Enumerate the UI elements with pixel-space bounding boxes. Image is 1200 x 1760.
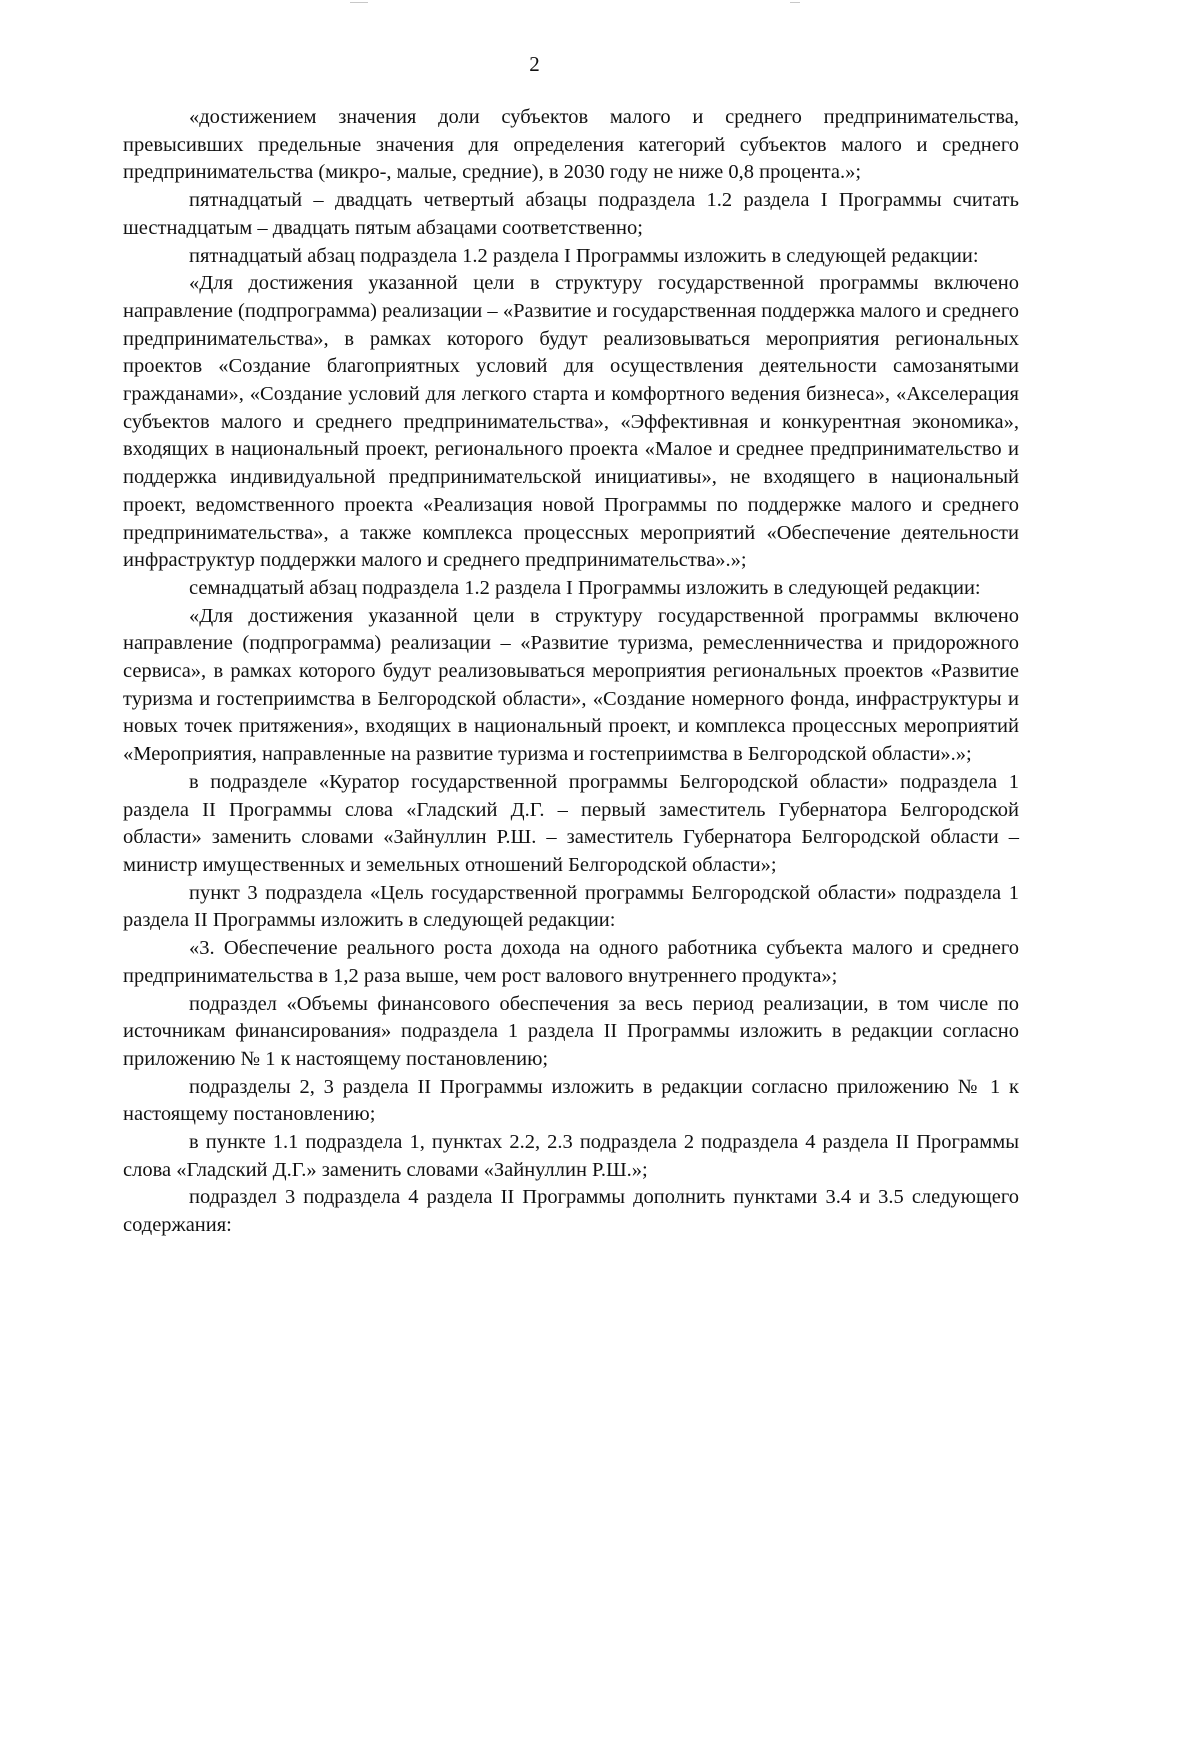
paragraph: подразделы 2, 3 раздела II Программы изложить в редакции согласно приложению № 1 к настоящему постановлению; [123, 1075, 1019, 1126]
paragraph: «Для достижения указанной цели в структуру государственной программы включено направление (подпрограмма) реализации – «Развитие туризма, ремесленничества и придорожного сервиса», в рамках которого будут реализовываться мероприятия региональных проектов «Развитие туризма и гостеприимства в Белгородской области», «Создание номерного фонда, инфраструктуры и новых точек притяжения», входящих в национальный проект, и комплекса процессных мероприятий «Мероприятия, направленные на развитие туризма и гостеприимства в Белгородской области».»; [123, 604, 1019, 766]
paragraph: «достижением значения доли субъектов малого и среднего предпринимательства, превысивших предельные значения для определения категорий субъектов малого и среднего предпринимательства (микро-, малые, средние), в 2030 году не ниже 0,8 процента.»; [123, 106, 1019, 184]
document-body [123, 104, 1019, 1240]
paragraph: «3. Обеспечение реального роста дохода на одного работника субъекта малого и среднего предпринимательства в 1,2 раза выше, чем рост валового внутреннего продукта»; [123, 937, 1019, 987]
paragraph: в пункте 1.1 подраздела 1, пунктах 2.2, 2.3 подраздела 2 подраздела 4 раздела II Программы слова «Гладский Д.Г.» заменить словами «Зайнуллин Р.Ш.»; [123, 1131, 1019, 1181]
paragraph: пятнадцатый – двадцать четвертый абзацы подраздела 1.2 раздела I Программы считать шестнадцатым – двадцать пятым абзацами соответственно; [123, 189, 1019, 239]
paragraph: семнадцатый абзац подраздела 1.2 раздела I Программы изложить в следующей редакции: [189, 576, 981, 599]
scan-artifact-top [350, 2, 368, 3]
scan-artifact-top-right [790, 2, 800, 3]
paragraph: подраздел «Объемы финансового обеспечения за весь период реализации, в том числе по источникам финансирования» подраздела 1 раздела II Программы изложить в редакции согласно приложению № 1 к настоящему постановлению; [123, 992, 1019, 1070]
page-number: 2 [529, 52, 540, 76]
paragraph: в подразделе «Куратор государственной программы Белгородской области» подраздела 1 раздела II Программы слова «Гладский Д.Г. – первый заместитель Губернатора Белгородской области» заменить словами «Зайнуллин Р.Ш. – заместитель Губернатора Белгородской области – министр имущественных и земельных отношений Белгородской области»; [123, 770, 1019, 876]
paragraph: «Для достижения указанной цели в структуру государственной программы включено направление (подпрограмма) реализации – «Развитие и государственная поддержка малого и среднего предпринимательства», в рамках которого будут реализовываться мероприятия региональных проектов «Создание благоприятных условий для осуществления деятельности самозанятыми гражданами», «Создание условий для легкого старта и комфортного ведения бизнеса», «Акселерация субъектов малого и среднего предпринимательства», «Эффективная и конкурентная экономика», входящих в национальный проект, регионального проекта «Малое и среднее предпринимательство и поддержка индивидуальной предпринимательской инициативы», не входящего в национальный проект, ведомственного проекта «Реализация новой Программы по поддержке малого и среднего предпринимательства», а также комплекса процессных мероприятий «Обеспечение деятельности инфраструктур поддержки малого и среднего предпринимательства».»; [123, 272, 1019, 572]
paragraph: пятнадцатый абзац подраздела 1.2 раздела I Программы изложить в следующей редакции: [189, 244, 979, 267]
paragraph: подраздел 3 подраздела 4 раздела II Программы дополнить пунктами 3.4 и 3.5 следующего содержания: [123, 1186, 1019, 1237]
paragraph: пункт 3 подраздела «Цель государственной программы Белгородской области» подраздела 1 раздела II Программы изложить в следующей редакции: [123, 881, 1019, 932]
